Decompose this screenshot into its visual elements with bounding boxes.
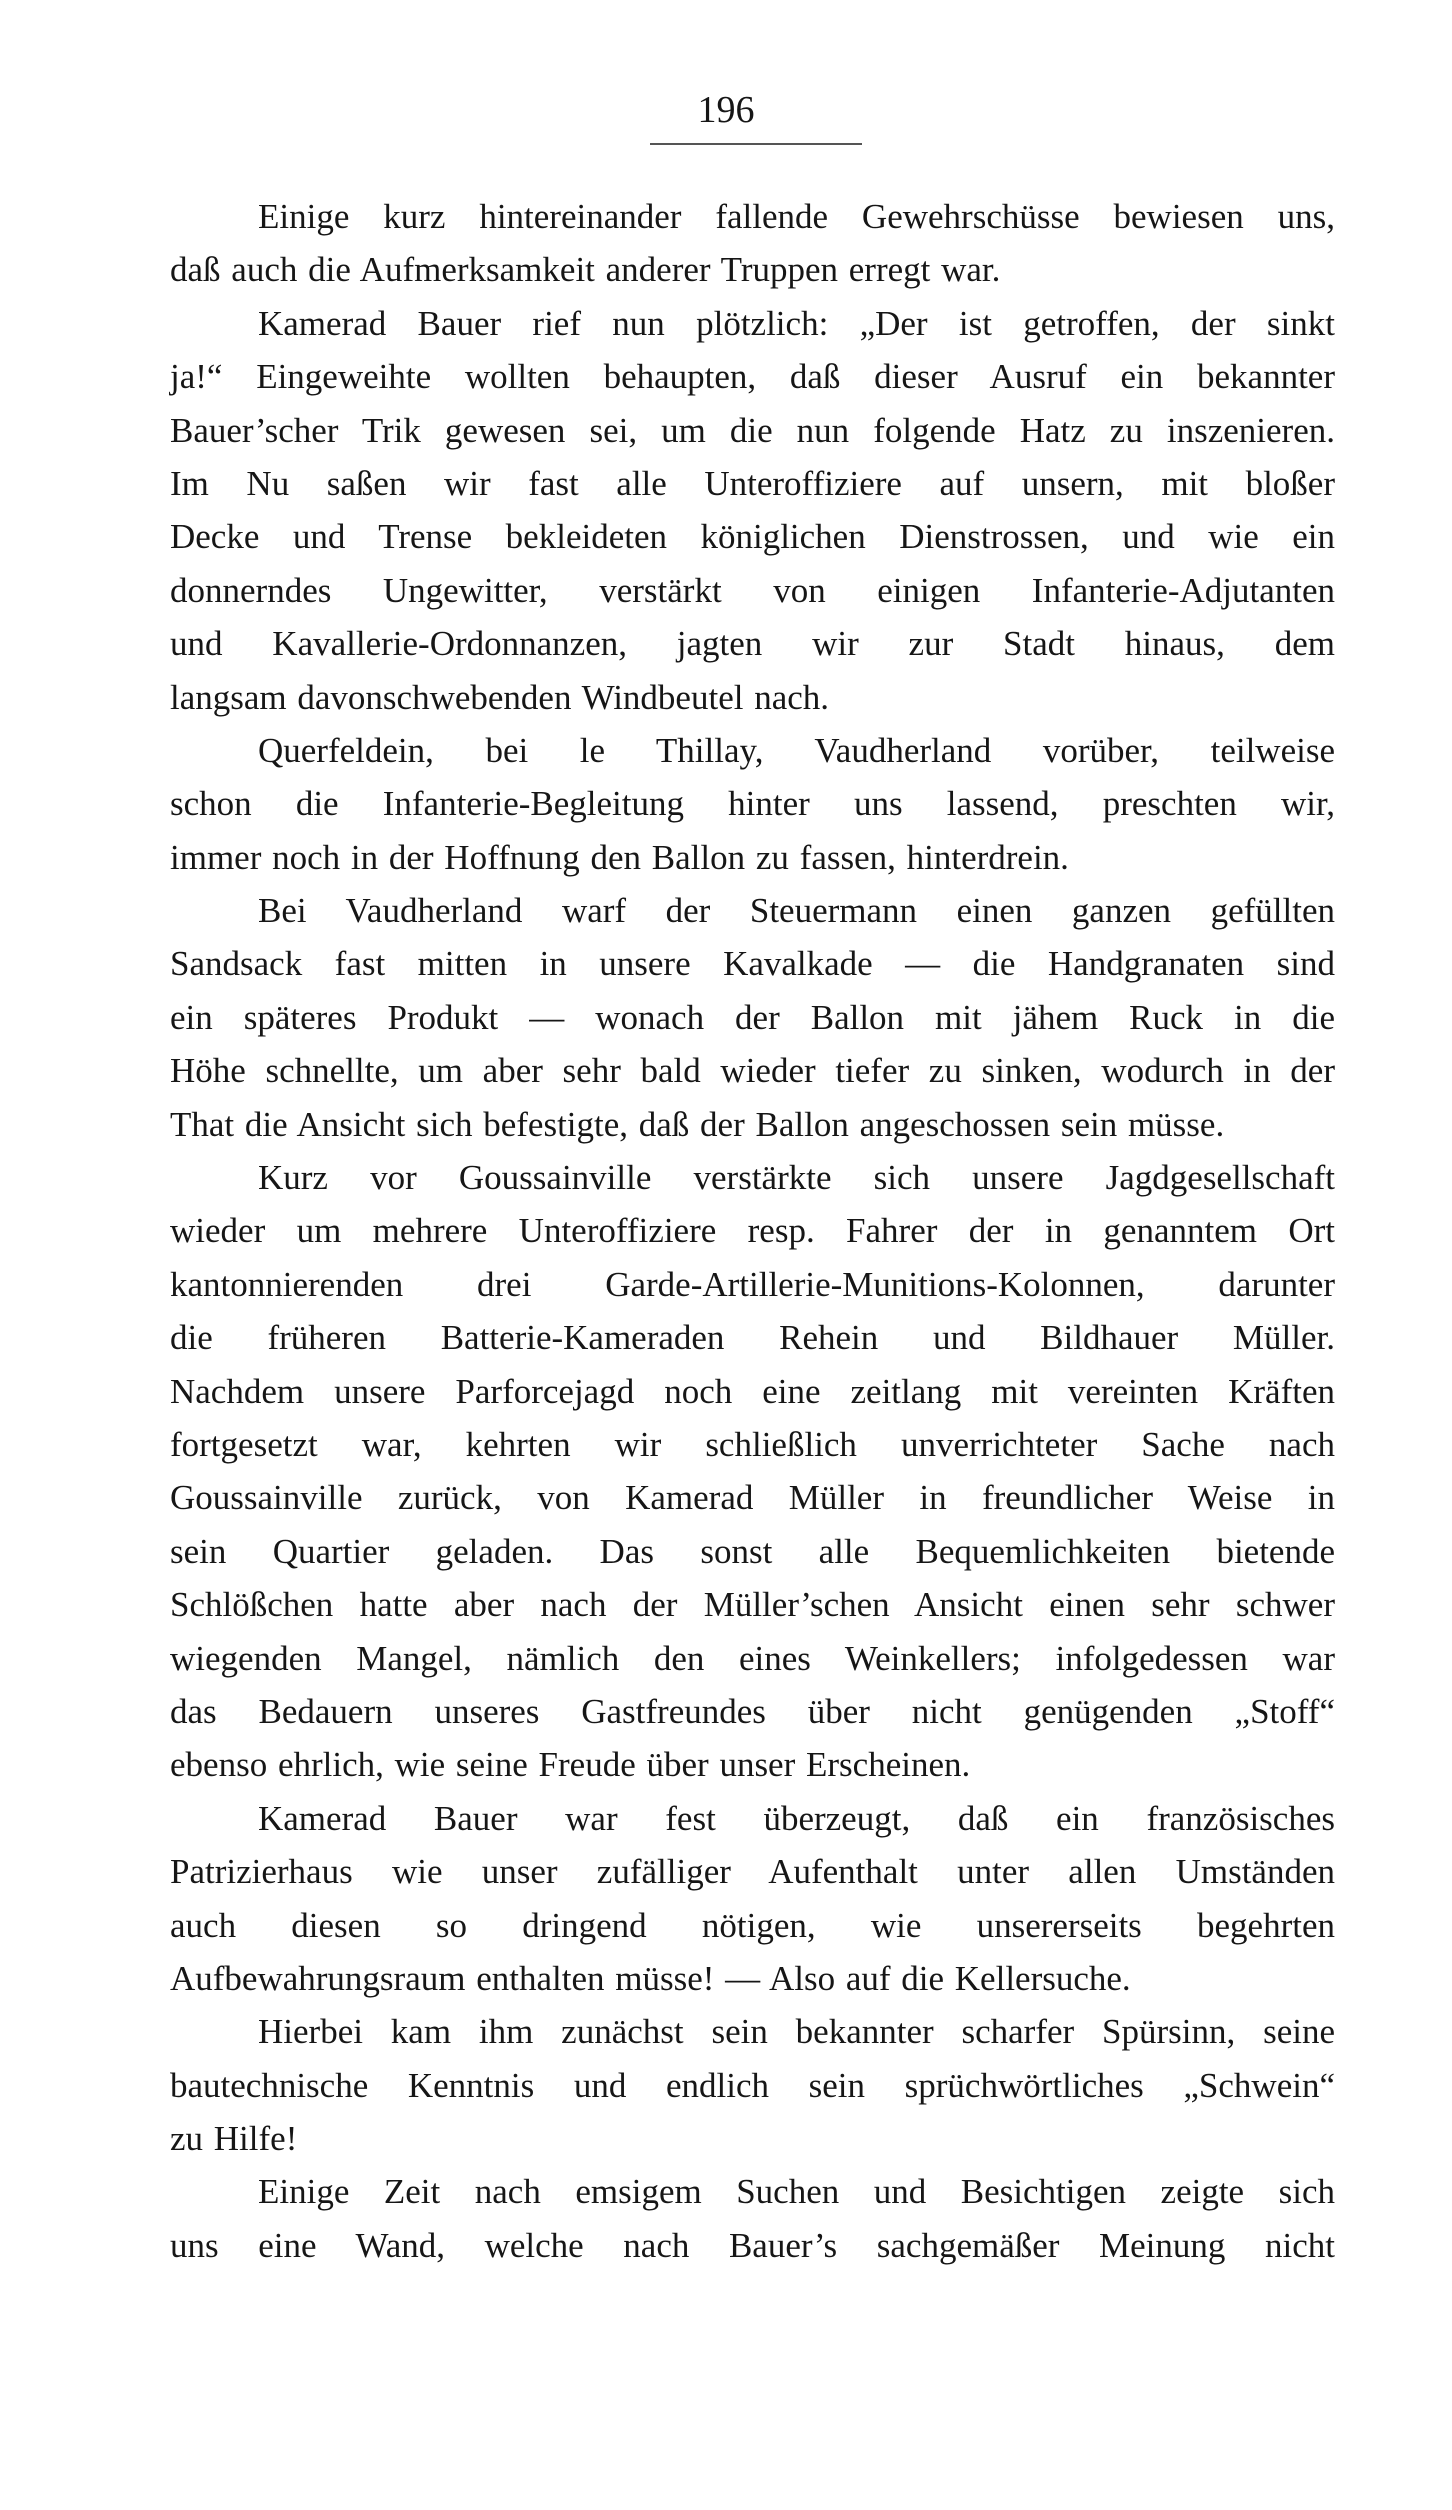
text-line: wieder um mehrere Unteroffiziere resp. Fahrer der in genanntem Ort	[170, 1211, 1335, 1251]
paragraph	[170, 2165, 1335, 2272]
text-line: That die Ansicht sich befestigte, daß der Ballon angeschossen sein müsse.	[170, 1104, 1225, 1144]
text-line: Kamerad Bauer rief nun plötzlich: „Der ist getroffen, der sinkt	[258, 303, 1335, 343]
paragraph	[170, 1151, 1335, 1792]
text-line: fortgesetzt war, kehrten wir schließlich unverrichteter Sache nach	[170, 1424, 1335, 1464]
text-line: ja!“ Eingeweihte wollten behaupten, daß dieser Ausruf ein bekannter	[170, 357, 1335, 397]
paragraph	[170, 724, 1335, 884]
text-line: Nachdem unsere Parforcejagd noch eine zeitlang mit vereinten Kräften	[170, 1371, 1335, 1411]
paragraph	[170, 2005, 1335, 2165]
text-line: daß auch die Aufmerksamkeit anderer Truppen erregt war.	[170, 250, 1001, 290]
text-line: wiegenden Mangel, nämlich den eines Weinkellers; infolgedessen war	[170, 1638, 1335, 1678]
paragraph	[170, 884, 1335, 1151]
text-line: die früheren Batterie-Kameraden Rehein und Bildhauer Müller.	[170, 1318, 1335, 1358]
text-line: Sandsack fast mitten in unsere Kavalkade — die Handgranaten sind	[170, 944, 1335, 984]
text-line: ein späteres Produkt — wonach der Ballon mit jähem Ruck in die	[170, 997, 1335, 1037]
header-rule	[650, 143, 862, 145]
text-line: bautechnische Kenntnis und endlich sein sprüchwörtliches „Schwein“	[170, 2065, 1335, 2105]
text-line: ebenso ehrlich, wie seine Freude über unser Erscheinen.	[170, 1745, 971, 1785]
text-line: Bei Vaudherland warf der Steuermann einen ganzen gefüllten	[258, 891, 1335, 931]
text-line: auch diesen so dringend nötigen, wie unsererseits begehrten	[170, 1905, 1335, 1945]
text-line: Bauer’scher Trik gewesen sei, um die nun folgende Hatz zu inszenieren.	[170, 410, 1335, 450]
text-line: Decke und Trense bekleideten königlichen Dienstrossen, und wie ein	[170, 517, 1335, 557]
text-line: Goussainville zurück, von Kamerad Müller in freundlicher Weise in	[170, 1478, 1335, 1518]
text-line: und Kavallerie-Ordonnanzen, jagten wir zur Stadt hinaus, dem	[170, 624, 1335, 664]
text-line: Im Nu saßen wir fast alle Unteroffiziere auf unsern, mit bloßer	[170, 463, 1335, 503]
text-line: Einige Zeit nach emsigem Suchen und Besichtigen zeigte sich	[258, 2172, 1335, 2212]
text-line: Einige kurz hintereinander fallende Gewehrschüsse bewiesen uns,	[258, 197, 1335, 236]
text-line: Patrizierhaus wie unser zufälliger Aufenthalt unter allen Umständen	[170, 1852, 1335, 1892]
paragraph	[170, 297, 1335, 724]
text-line: langsam davonschwebenden Windbeutel nach.	[170, 677, 830, 717]
text-line: Kurz vor Goussainville verstärkte sich unsere Jagdgesellschaft	[258, 1158, 1335, 1198]
text-line: Querfeldein, bei le Thillay, Vaudherland vorüber, teilweise	[258, 730, 1335, 770]
text-line: schon die Infanterie-Begleitung hinter uns lassend, preschten wir,	[170, 784, 1335, 824]
text-line: Aufbewahrungsraum enthalten müsse! — Also auf die Kellersuche.	[170, 1958, 1131, 1998]
text-line: Kamerad Bauer war fest überzeugt, daß ein französisches	[258, 1798, 1335, 1838]
text-line: Schlößchen hatte aber nach der Müller’schen Ansicht einen sehr schwer	[170, 1585, 1335, 1625]
text-line: Hierbei kam ihm zunächst sein bekannter scharfer Spürsinn, seine	[258, 2012, 1335, 2052]
text-line: uns eine Wand, welche nach Bauer’s sachgemäßer Meinung nicht	[170, 2225, 1335, 2265]
text-line: Höhe schnellte, um aber sehr bald wieder tiefer zu sinken, wodurch in der	[170, 1051, 1335, 1091]
text-line: zu Hilfe!	[170, 2119, 298, 2159]
page-number: 196	[697, 89, 755, 131]
paragraph	[170, 190, 1335, 297]
text-line: immer noch in der Hoffnung den Ballon zu fassen, hinterdrein.	[170, 837, 1069, 877]
text-line: kantonnierenden drei Garde-Artillerie-Munitions-Kolonnen, darunter	[170, 1264, 1335, 1304]
text-line: donnerndes Ungewitter, verstärkt von einigen Infanterie-Adjutanten	[170, 570, 1335, 610]
text-line: sein Quartier geladen. Das sonst alle Bequemlichkeiten bietende	[170, 1531, 1335, 1571]
body-text	[170, 190, 1335, 2272]
paragraph	[170, 1792, 1335, 2006]
text-line: das Bedauern unseres Gastfreundes über nicht genügenden „Stoff“	[170, 1691, 1335, 1731]
